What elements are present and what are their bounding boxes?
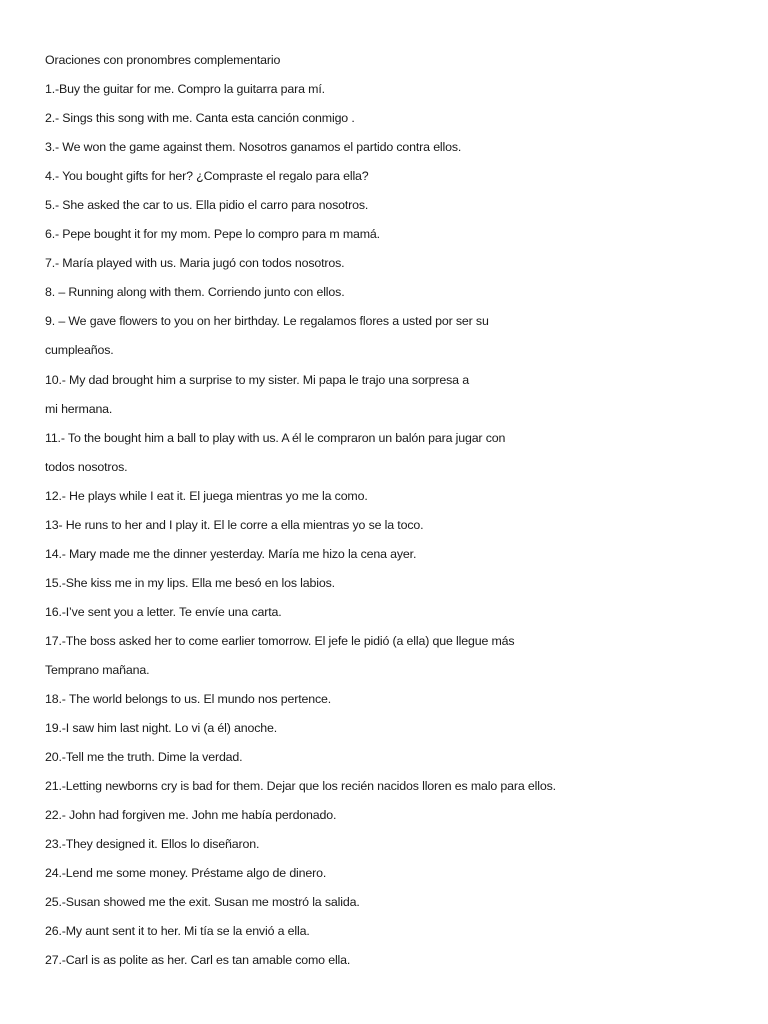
- sentence-line: 13- He runs to her and I play it. El le corre a ella mientras yo se la toco.: [45, 517, 424, 532]
- sentence-line: 22.- John had forgiven me. John me había perdonado.: [45, 808, 337, 823]
- document-page: [45, 46, 745, 976]
- sentence-line: 23.-They designed it. Ellos lo diseñaron.: [45, 837, 260, 852]
- sentence-line: 17.-The boss asked her to come earlier tomorrow. El jefe le pidió (a ella) que llegue más: [45, 633, 515, 648]
- sentence-line: 20.-Tell me the truth. Dime la verdad.: [45, 750, 243, 765]
- sentence-line: 26.-My aunt sent it to her. Mi tía se la envió a ella.: [45, 924, 310, 939]
- sentence-line-continuation: mi hermana.: [45, 401, 113, 416]
- sentence-line: 19.-I saw him last night. Lo vi (a él) anoche.: [45, 721, 278, 736]
- sentence-line: 8. – Running along with them. Corriendo junto con ellos.: [45, 285, 345, 300]
- sentence-line: 3.- We won the game against them. Nosotros ganamos el partido contra ellos.: [45, 140, 462, 155]
- sentence-line: 25.-Susan showed me the exit. Susan me mostró la salida.: [45, 895, 360, 910]
- sentence-line: 12.- He plays while I eat it. El juega mientras yo me la como.: [45, 488, 368, 503]
- sentence-line: 16.-I’ve sent you a letter. Te envíe una carta.: [45, 604, 282, 619]
- sentence-line: 15.-She kiss me in my lips. Ella me besó en los labios.: [45, 575, 335, 590]
- sentence-line: 9. – We gave flowers to you on her birthday. Le regalamos flores a usted por ser su: [45, 314, 489, 329]
- sentence-line: 21.-Letting newborns cry is bad for them. Dejar que los recién nacidos lloren es malo para ellos.: [45, 779, 556, 794]
- sentence-line-continuation: todos nosotros.: [45, 459, 128, 474]
- sentence-line: 4.- You bought gifts for her? ¿Compraste el regalo para ella?: [45, 169, 369, 184]
- sentence-line-continuation: Temprano mañana.: [45, 662, 150, 677]
- sentence-line: 27.-Carl is as polite as her. Carl es tan amable como ella.: [45, 953, 351, 968]
- sentence-line: 1.-Buy the guitar for me. Compro la guitarra para mí.: [45, 82, 325, 97]
- sentence-line: 24.-Lend me some money. Préstame algo de dinero.: [45, 866, 327, 881]
- sentence-line: 6.- Pepe bought it for my mom. Pepe lo compro para m mamá.: [45, 227, 380, 242]
- sentence-line: 2.- Sings this song with me. Canta esta canción conmigo .: [45, 111, 355, 126]
- sentence-line: 7.- María played with us. Maria jugó con todos nosotros.: [45, 256, 345, 271]
- sentence-line: 11.- To the bought him a ball to play with us. A él le compraron un balón para jugar con: [45, 430, 506, 445]
- sentence-line-continuation: cumpleaños.: [45, 343, 114, 358]
- sentence-line: 18.- The world belongs to us. El mundo nos pertence.: [45, 692, 332, 707]
- sentence-line: 10.- My dad brought him a surprise to my sister. Mi papa le trajo una sorpresa a: [45, 372, 469, 387]
- sentence-line: 14.- Mary made me the dinner yesterday. María me hizo la cena ayer.: [45, 546, 417, 561]
- sentence-line: 5.- She asked the car to us. Ella pidio el carro para nosotros.: [45, 198, 369, 213]
- document-title: Oraciones con pronombres complementario: [45, 53, 281, 67]
